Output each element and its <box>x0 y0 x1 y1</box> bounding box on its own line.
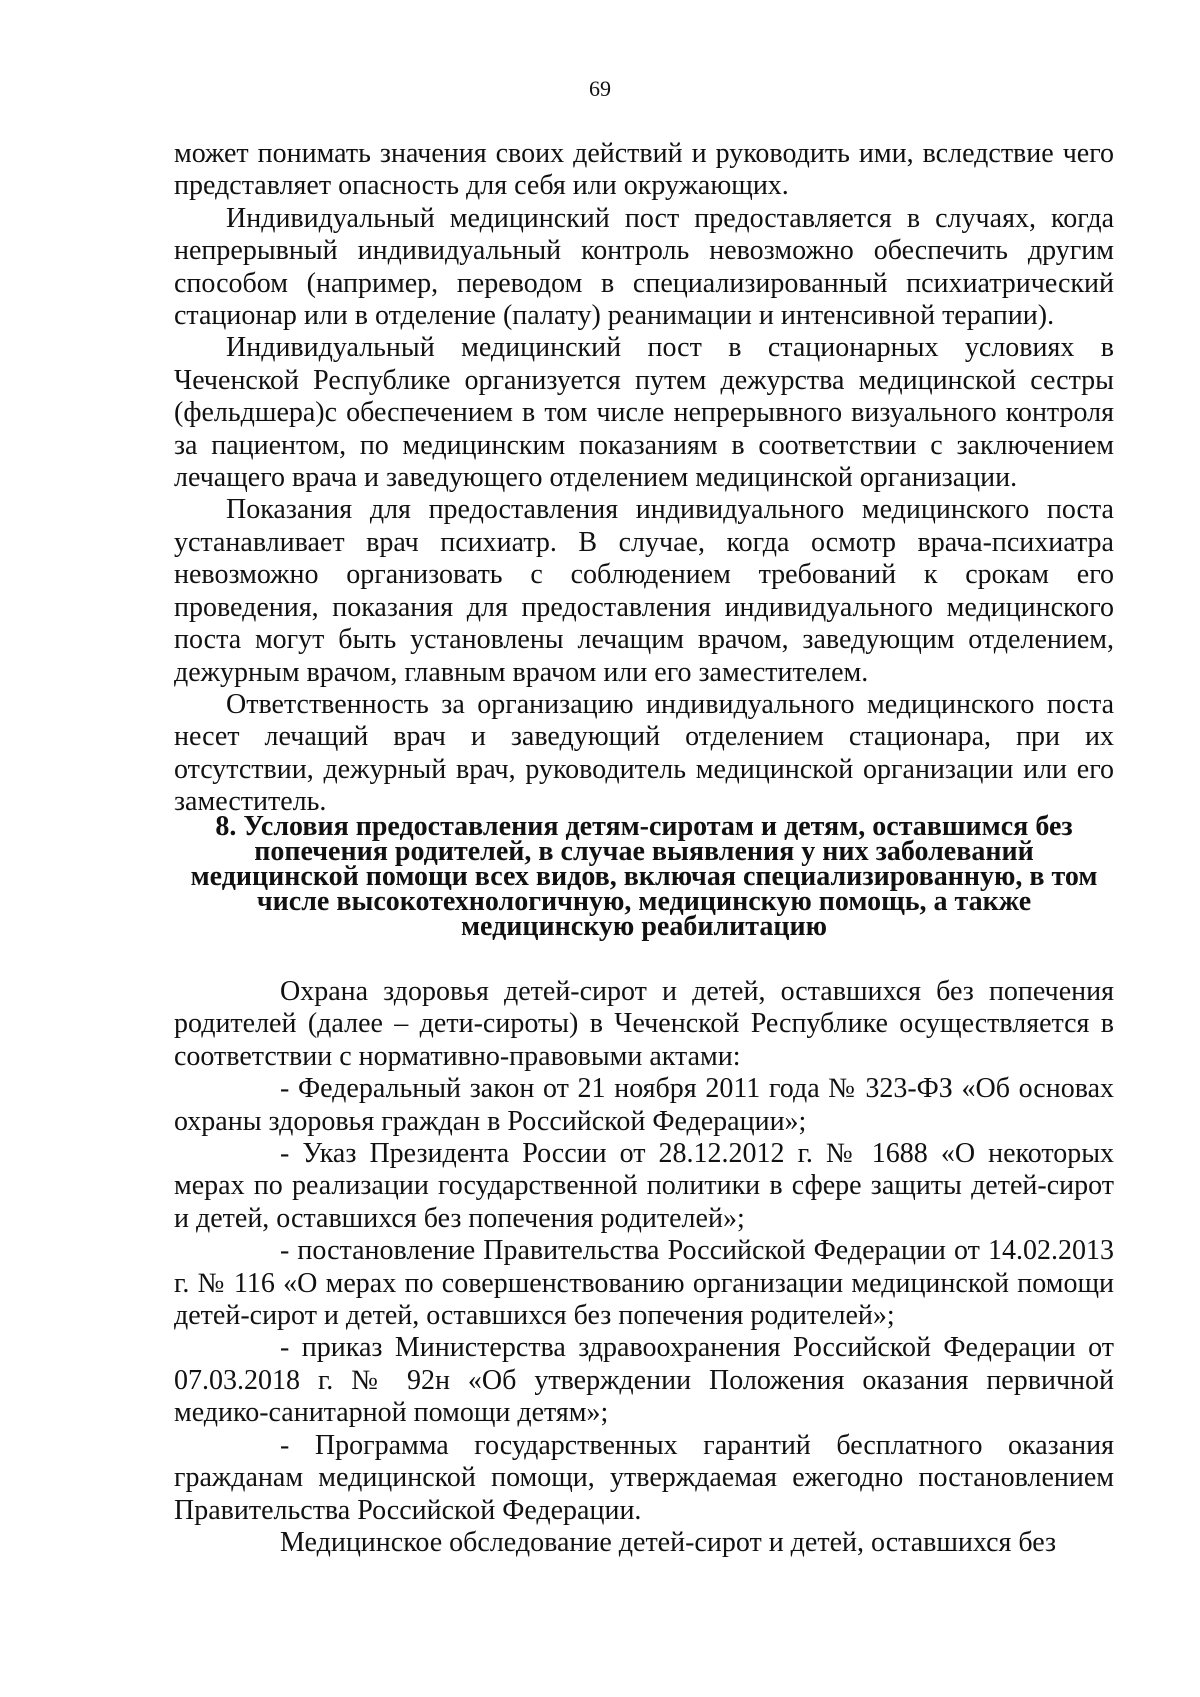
legal-act-item: - Указ Президента России от 28.12.2012 г. № 1688 «О некоторых мерах по реализации государственной политики в сфере защиты детей-сирот и детей, оставшихся без попечения родителей»; <box>174 1138 1114 1234</box>
page-number: 69 <box>589 76 611 101</box>
legal-act-item: - постановление Правительства Российской Федерации от 14.02.2013 г. № 116 «О мерах по совершенствованию организации медицинской помощи детей-сирот и детей, оставшихся без попечения родителей»; <box>174 1235 1114 1332</box>
paragraph: Индивидуальный медицинский пост в стационарных условиях в Чеченской Республике организуется путем дежурства медицинской сестры (фельдшера)с обеспечением в том числе непрерывного визуального контроля за пациентом, по медицинским показаниям в соответствии с заключением лечащего врача и заведующего отделением медицинской организации. <box>174 332 1114 494</box>
paragraph: Индивидуальный медицинский пост предоставляется в случаях, когда непрерывный индивидуальный контроль невозможно обеспечить другим способом (например, переводом в специализированный психиатрический стационар или в отделение (палату) реанимации и интенсивной терапии). <box>174 202 1114 332</box>
legal-act-item: - приказ Министерства здравоохранения Российской Федерации от 07.03.2018 г. № 92н «Об утверждении Положения оказания первичной медико-санитарной помощи детям»; <box>174 1332 1114 1429</box>
heading-line: медицинской помощи всех видов, включая специализированную, в том <box>190 861 1098 892</box>
section-heading <box>174 811 1114 942</box>
heading-line: медицинскую реабилитацию <box>460 911 828 942</box>
section-text-block <box>174 976 1114 1559</box>
paragraph: Ответственность за организацию индивидуального медицинского поста несет лечащий врач и заведующий отделением стационара, при их отсутствии, дежурный врач, руководитель медицинской организации или его заместитель. <box>174 688 1114 818</box>
paragraph: Охрана здоровья детей-сирот и детей, оставшихся без попечения родителей (далее – дети-сироты) в Чеченской Республике осуществляется в соответствии с нормативно-правовыми актами: <box>174 976 1114 1072</box>
legal-act-item: - Федеральный закон от 21 ноября 2011 года № 323-ФЗ «Об основах охраны здоровья граждан в Российской Федерации»; <box>174 1073 1114 1137</box>
heading-line: числе высокотехнологичную, медицинскую помощь, а также <box>256 886 1032 917</box>
heading-line: 8. Условия предоставления детям-сиротам и детям, оставшимся без <box>215 811 1073 842</box>
paragraph: может понимать значения своих действий и руководить ими, вследствие чего представляет опасность для себя или окружающих. <box>174 138 1114 202</box>
paragraph: Показания для предоставления индивидуального медицинского поста устанавливает врач психиатр. В случае, когда осмотр врача-психиатра невозможно организовать с соблюдением требований к срокам его проведения, показания для предоставления индивидуального медицинского поста могут быть установлены лечащим врачом, заведующим отделением, дежурным врачом, главным врачом или его заместителем. <box>174 494 1114 688</box>
heading-line: попечения родителей, в случае выявления у них заболеваний <box>254 836 1034 867</box>
paragraph: Медицинское обследование детей-сирот и детей, оставшихся без <box>280 1526 1057 1558</box>
top-text-block <box>174 138 1114 819</box>
legal-act-item: - Программа государственных гарантий бесплатного оказания гражданам медицинской помощи, утверждаемая ежегодно постановлением Правительства Российской Федерации. <box>174 1429 1114 1526</box>
